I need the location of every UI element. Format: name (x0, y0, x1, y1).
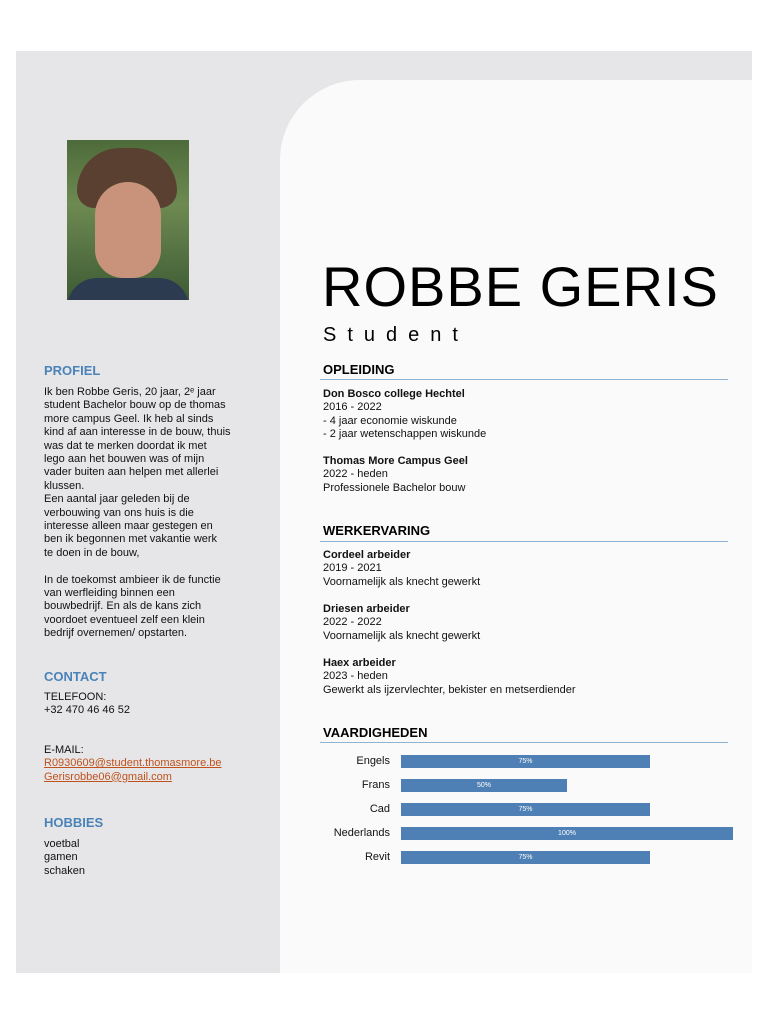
experience-entry (323, 657, 576, 697)
profile-line: kind af aan interesse in de bouw, thuis (44, 426, 231, 439)
profile-line: more campus Geel. Ik heb al sinds (44, 412, 214, 425)
hobbies-title: HOBBIES (44, 815, 104, 830)
experience-entry (323, 603, 480, 643)
education-title: OPLEIDING (323, 362, 395, 377)
profile-line: was dat te merken doordat ik met (44, 439, 207, 452)
profile-text (44, 386, 264, 641)
skill-bar: 75% (401, 803, 650, 816)
person-name: ROBBE GERIS (322, 255, 719, 318)
entry-detail: - 4 jaar economie wiskunde (323, 414, 457, 427)
profile-line: Een aantal jaar geleden bij de (44, 493, 190, 506)
skill-bar: 75% (401, 851, 650, 864)
skills-title: VAARDIGHEDEN (323, 725, 428, 740)
profile-line: voordoet eventueel zelf een klein (44, 613, 205, 626)
hobby-item: voetbal (44, 838, 80, 850)
entry-detail: - 2 jaar wetenschappen wiskunde (323, 428, 487, 441)
profile-line: klussen. (44, 479, 85, 492)
entry-period: 2022 - 2022 (323, 616, 382, 629)
education-entry (323, 455, 468, 495)
entry-school: Don Bosco college Hechtel (323, 388, 465, 400)
entry-detail: Professionele Bachelor bouw (323, 481, 466, 494)
experience-divider (320, 541, 728, 542)
entry-detail: Gewerkt als ijzervlechter, bekister en metserdiender (323, 683, 576, 696)
profile-line: ben ik begonnen met vakantie werk (44, 533, 218, 546)
experience-entry (323, 549, 480, 589)
phone-label: TELEFOON: (44, 691, 107, 703)
skill-label: Frans (361, 779, 390, 791)
email-label: E-MAIL: (44, 743, 84, 756)
contact-block (44, 691, 222, 784)
profile-line: In de toekomst ambieer ik de functie (44, 573, 221, 586)
skills-divider (320, 742, 728, 743)
profile-line: Ik ben Robbe Geris, 20 jaar, 2ᵉ jaar (44, 386, 216, 398)
skill-label: Engels (356, 755, 390, 767)
profile-line: interesse alleen maar gestegen en (44, 520, 213, 533)
entry-school: Thomas More Campus Geel (323, 455, 468, 467)
entry-detail: Voornamelijk als knecht gewerkt (323, 575, 481, 588)
profile-line: te doen in de bouw, (44, 546, 140, 559)
profile-line: bouwbedrijf. En als de kans zich (44, 600, 202, 613)
entry-detail: Voornamelijk als knecht gewerkt (323, 629, 481, 642)
entry-period: 2019 - 2021 (323, 562, 382, 575)
hobby-item: schaken (44, 864, 85, 877)
profile-line: verbouwing van ons huis is die (44, 506, 194, 519)
profile-line (44, 560, 264, 573)
entry-role: Driesen arbeider (323, 603, 410, 615)
hobbies-list (44, 838, 85, 878)
education-divider (320, 379, 728, 380)
skill-bar: 75% (401, 755, 650, 768)
skill-bar: 50% (401, 779, 567, 792)
profile-line: bedrijf overnemen/ opstarten. (44, 627, 188, 640)
sidebar-bottom-shape (16, 880, 280, 973)
education-entry (323, 388, 486, 442)
contact-title: CONTACT (44, 669, 107, 684)
profile-line: student Bachelor bouw op de thomas (44, 399, 226, 412)
entry-period: 2016 - 2022 (323, 401, 382, 414)
profile-line: van werfleiding binnen een (44, 587, 175, 600)
entry-period: 2023 - heden (323, 670, 388, 683)
skill-label: Nederlands (333, 827, 390, 839)
entry-period: 2022 - heden (323, 468, 388, 481)
entry-role: Haex arbeider (323, 657, 396, 669)
profile-line: lego aan het bouwen was of mijn (44, 453, 205, 466)
email-link-student[interactable]: R0930609@student.thomasmore.be (44, 757, 222, 770)
email-link-personal[interactable]: Gerisrobbe06@gmail.com (44, 770, 172, 783)
hobby-item: gamen (44, 851, 78, 864)
skill-label: Cad (369, 803, 390, 815)
experience-title: WERKERVARING (323, 523, 431, 538)
entry-role: Cordeel arbeider (323, 549, 411, 561)
phone-number: +32 470 46 46 52 (44, 704, 130, 717)
person-subtitle: Student (323, 324, 469, 346)
skill-label: Revit (364, 851, 390, 863)
profile-photo (67, 140, 189, 300)
profile-line: vader buiten aan helpen met allerlei (44, 466, 219, 479)
profile-title: PROFIEL (44, 363, 101, 378)
skill-bar: 100% (401, 827, 733, 840)
